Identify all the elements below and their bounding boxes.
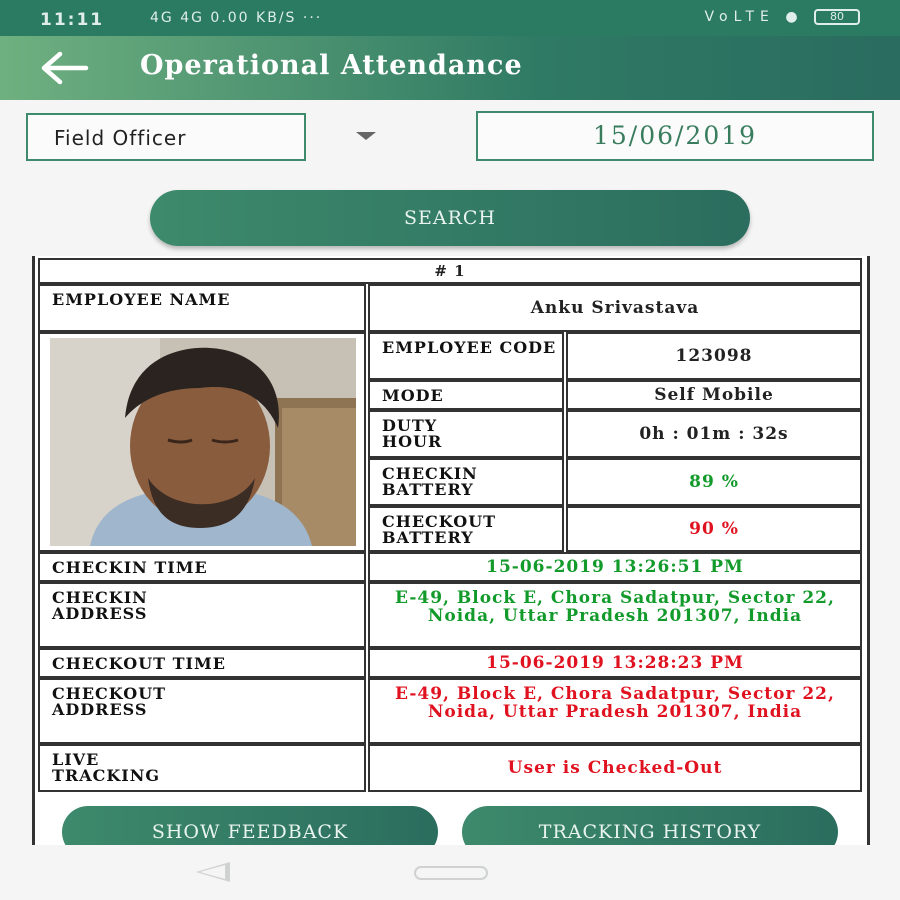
checkin-address-value: E-49, Block E, Chora Sadatpur, Sector 22, Noida, Uttar Pradesh 201307, India (368, 582, 862, 648)
checkout-time-label: CHECKOUT TIME (38, 648, 366, 678)
tracking-history-button[interactable]: TRACKING HISTORY (462, 806, 838, 858)
checkout-battery-value: 90 % (566, 506, 862, 552)
arrow-left-icon[interactable] (38, 48, 90, 88)
employee-name-value: Anku Srivastava (368, 284, 862, 332)
duty-hour-value: 0h : 01m : 32s (566, 410, 862, 458)
date-value: 15/06/2019 (592, 121, 758, 150)
employee-photo (50, 338, 356, 546)
checkout-address-label: CHECKOUT ADDRESS (38, 678, 366, 744)
role-dropdown[interactable] (26, 113, 306, 161)
show-feedback-button[interactable]: SHOW FEEDBACK (62, 806, 438, 858)
checkin-address-label: CHECKIN ADDRESS (38, 582, 366, 648)
duty-hour-label: DUTY HOUR (368, 410, 564, 458)
checkout-battery-label: CHECKOUT BATTERY (368, 506, 564, 552)
search-button[interactable]: SEARCH (150, 190, 750, 246)
status-right (705, 9, 860, 25)
nav-back-icon[interactable] (196, 862, 230, 882)
checkin-battery-label: CHECKIN BATTERY (368, 458, 564, 506)
status-time: 11:11 (40, 10, 105, 30)
date-field[interactable] (476, 111, 874, 161)
mode-value: Self Mobile (566, 380, 862, 410)
record-index: # 1 (38, 258, 862, 284)
employee-code-label: EMPLOYEE CODE (368, 332, 564, 380)
employee-name-label: EMPLOYEE NAME (38, 284, 366, 332)
chevron-down-icon[interactable] (356, 132, 376, 140)
mode-label: MODE (368, 380, 564, 410)
checkout-address-value: E-49, Block E, Chora Sadatpur, Sector 22, Noida, Uttar Pradesh 201307, India (368, 678, 862, 744)
checkin-time-value: 15-06-2019 13:26:51 PM (368, 552, 862, 582)
live-tracking-value: User is Checked-Out (368, 744, 862, 792)
page-title: Operational Attendance (140, 50, 523, 81)
wifi-icon: ● (785, 9, 804, 25)
employee-code-value: 123098 (566, 332, 862, 380)
checkout-time-value: 15-06-2019 13:28:23 PM (368, 648, 862, 678)
status-bar (0, 0, 900, 36)
battery-icon: 80 (814, 9, 860, 25)
signal-indicators: 4G 4G 0.00 KB/S ··· (150, 10, 323, 26)
nav-home-icon[interactable] (414, 866, 488, 880)
app-bar (0, 36, 900, 100)
system-nav-bar (0, 845, 900, 900)
volte-label: VoLTE (704, 9, 775, 25)
checkin-time-label: CHECKIN TIME (38, 552, 366, 582)
live-tracking-label: LIVE TRACKING (38, 744, 366, 792)
role-dropdown-value: Field Officer (54, 126, 187, 150)
checkin-battery-value: 89 % (566, 458, 862, 506)
